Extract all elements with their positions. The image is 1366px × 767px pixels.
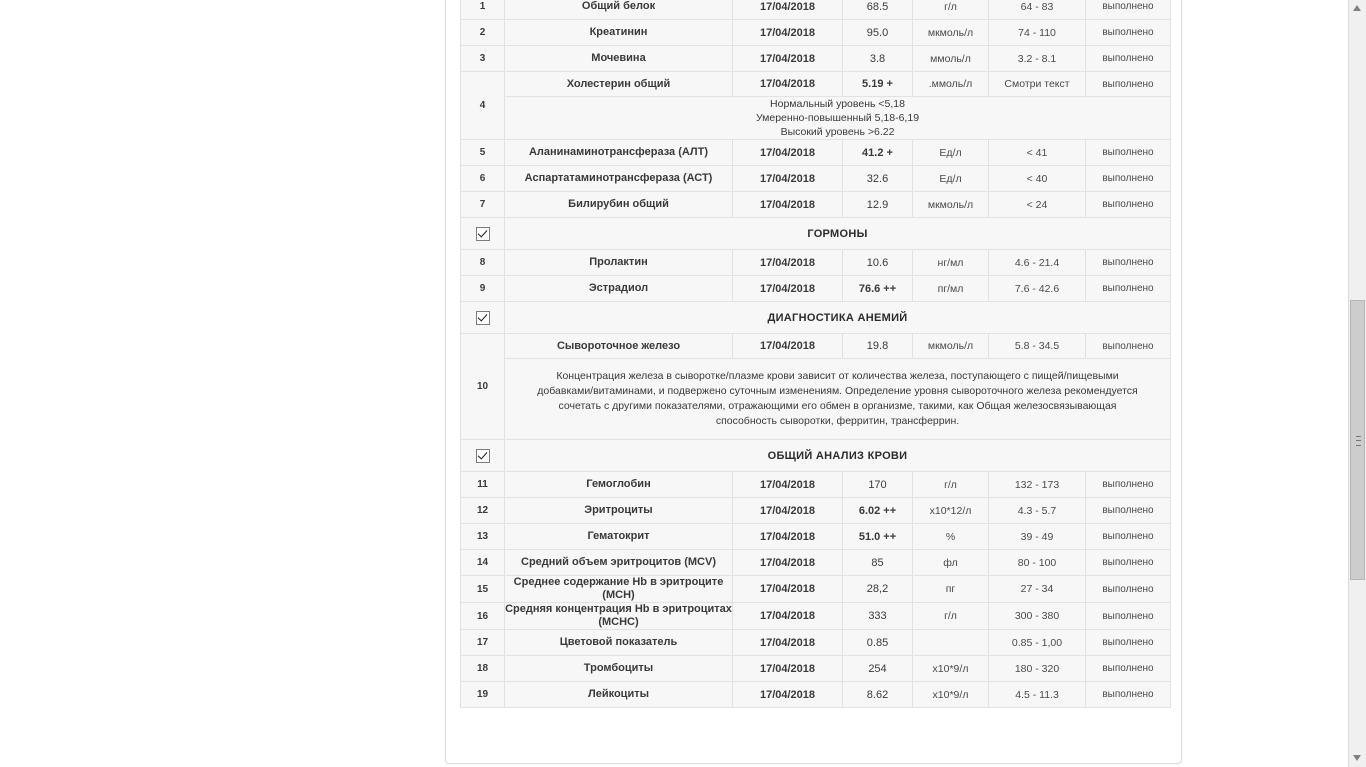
row-number: 18 [461,656,505,682]
table-row [461,0,1171,20]
status-badge: выполнено [1086,140,1171,166]
result-value: 68.5 [843,0,913,20]
result-unit: .ммоль/л [913,72,989,97]
reference-range: 5.8 - 34.5 [989,334,1086,359]
table-row [461,276,1171,302]
table-row [461,682,1171,708]
table-row [461,498,1171,524]
result-unit: мкмоль/л [913,334,989,359]
analyte-name: Креатинин [505,20,733,46]
reference-range: 4.6 - 21.4 [989,250,1086,276]
result-value: 6.02 ++ [843,498,913,524]
row-number: 14 [461,550,505,576]
row-number: 9 [461,276,505,302]
analyte-name: Гематокрит [505,524,733,550]
analyte-name: Лейкоциты [505,682,733,708]
table-row [461,20,1171,46]
result-value: 5.19 + [843,72,913,97]
result-value: 28,2 [843,576,913,603]
reference-range: 300 - 380 [989,603,1086,630]
result-unit: x10*12/л [913,498,989,524]
result-unit: мкмоль/л [913,192,989,218]
table-row [461,46,1171,72]
analyte-name: Среднее содержание Hb в эритроците (MCH) [505,576,733,603]
result-value: 254 [843,656,913,682]
note-text: Нормальный уровень <5,18 Умеренно-повышенный 5,18-6,19 Высокий уровень >6.22 [505,97,1171,140]
result-unit: Ед/л [913,166,989,192]
result-date: 17/04/2018 [733,166,843,192]
scrollbar-track-lower[interactable] [1349,580,1366,750]
reference-range: < 24 [989,192,1086,218]
result-value: 8.62 [843,682,913,708]
analyte-name: Пролактин [505,250,733,276]
analyte-name: Мочевина [505,46,733,72]
result-date: 17/04/2018 [733,472,843,498]
result-value: 95.0 [843,20,913,46]
result-value: 12.9 [843,192,913,218]
row-number-merged: 10 [461,334,505,440]
table-row [461,140,1171,166]
result-value: 32.6 [843,166,913,192]
result-value: 170 [843,472,913,498]
results-panel [445,0,1182,764]
row-number: 7 [461,192,505,218]
result-date: 17/04/2018 [733,656,843,682]
reference-range: 27 - 34 [989,576,1086,603]
analyte-name: Аланинаминотрансфераза (АЛТ) [505,140,733,166]
result-unit: x10*9/л [913,656,989,682]
status-badge: выполнено [1086,472,1171,498]
analyte-name: Цветовой показатель [505,630,733,656]
reference-range: Смотри текст [989,72,1086,97]
result-value: 19.8 [843,334,913,359]
status-badge: выполнено [1086,682,1171,708]
result-unit: нг/мл [913,250,989,276]
analyte-name: Холестерин общий [505,72,733,97]
row-number: 5 [461,140,505,166]
table-row [461,250,1171,276]
status-badge: выполнено [1086,276,1171,302]
analyte-name: Тромбоциты [505,656,733,682]
table-row [461,72,1171,97]
reference-range: 0.85 - 1,00 [989,630,1086,656]
reference-range: 4.5 - 11.3 [989,682,1086,708]
row-number: 17 [461,630,505,656]
reference-range: 80 - 100 [989,550,1086,576]
scrollbar-track-upper[interactable] [1349,17,1366,300]
reference-range: 74 - 110 [989,20,1086,46]
status-badge: выполнено [1086,656,1171,682]
analyte-name: Средний объем эритроцитов (MCV) [505,550,733,576]
result-unit: Ед/л [913,140,989,166]
result-unit: пг/мл [913,276,989,302]
reference-range: 132 - 173 [989,472,1086,498]
result-unit: пг [913,576,989,603]
status-badge: выполнено [1086,524,1171,550]
table-row [461,192,1171,218]
checkbox-checked-icon[interactable] [476,449,490,463]
analyte-name: Общий белок [505,0,733,20]
reference-range: < 40 [989,166,1086,192]
reference-range: 7.6 - 42.6 [989,276,1086,302]
section-title: ГОРМОНЫ [505,218,1171,250]
reference-range: 4.3 - 5.7 [989,498,1086,524]
status-badge: выполнено [1086,72,1171,97]
table-row [461,472,1171,498]
results-table-container [460,0,1170,708]
status-badge: выполнено [1086,20,1171,46]
result-date: 17/04/2018 [733,682,843,708]
result-date: 17/04/2018 [733,334,843,359]
triangle-up-icon [1353,5,1361,11]
table-row [461,334,1171,359]
status-badge: выполнено [1086,550,1171,576]
result-unit: г/л [913,0,989,20]
table-row [461,166,1171,192]
result-date: 17/04/2018 [733,20,843,46]
status-badge: выполнено [1086,0,1171,20]
note-row [461,97,1171,140]
reference-range: < 41 [989,140,1086,166]
lab-results-body [461,0,1171,708]
table-row [461,550,1171,576]
checkbox-checked-icon[interactable] [476,227,490,241]
result-date: 17/04/2018 [733,576,843,603]
result-value: 10.6 [843,250,913,276]
result-value: 51.0 ++ [843,524,913,550]
analyte-name: Эстрадиол [505,276,733,302]
vertical-scrollbar[interactable] [1348,0,1366,767]
result-value: 3.8 [843,46,913,72]
section-checkbox-cell[interactable] [461,440,505,472]
reference-range: 39 - 49 [989,524,1086,550]
section-header-row [461,440,1171,472]
analyte-name: Средняя концентрация Hb в эритроцитах (MCHC) [505,603,732,628]
row-number: 11 [461,472,505,498]
table-row [461,524,1171,550]
table-row [461,630,1171,656]
result-unit: г/л [913,472,989,498]
status-badge: выполнено [1086,46,1171,72]
checkbox-checked-icon[interactable] [476,311,490,325]
section-header-row [461,218,1171,250]
row-number-merged: 4 [461,72,505,140]
result-value: 333 [843,603,913,630]
result-unit: % [913,524,989,550]
scroll-up-button[interactable] [1349,0,1366,17]
scrollbar-thumb[interactable] [1350,300,1365,580]
status-badge: выполнено [1086,603,1171,630]
result-date: 17/04/2018 [733,192,843,218]
reference-range: 180 - 320 [989,656,1086,682]
result-unit: фл [913,550,989,576]
table-row [461,603,1171,630]
result-date: 17/04/2018 [733,498,843,524]
row-number: 8 [461,250,505,276]
section-title: ОБЩИЙ АНАЛИЗ КРОВИ [505,440,1171,472]
scrollbar-grip-icon [1356,436,1361,446]
result-unit: г/л [913,603,989,630]
analyte-name: Билирубин общий [505,192,733,218]
row-number: 13 [461,524,505,550]
table-row [461,576,1171,603]
note-text: Концентрация железа в сыворотке/плазме крови зависит от количества железа, поступающего с пищей/пищевыми добавками/витаминами, и подвержено суточным изменениям. Определение уровня сывороточного железа рекомендуется сочетать с другими показателями, отражающими его обмен в организме, такими, как Общая железосвязывающая способность сыворотки, ферритин, трансферрин. [505,359,1171,440]
section-checkbox-cell[interactable] [461,302,505,334]
result-value: 41.2 + [843,140,913,166]
status-badge: выполнено [1086,630,1171,656]
result-date: 17/04/2018 [733,250,843,276]
row-number: 1 [461,0,505,20]
status-badge: выполнено [1086,334,1171,359]
scroll-down-button[interactable] [1349,750,1366,767]
result-date: 17/04/2018 [733,524,843,550]
result-date: 17/04/2018 [733,140,843,166]
row-number: 3 [461,46,505,72]
analyte-name: Аспартатаминотрансфераза (АСТ) [505,166,733,192]
reference-range: 3.2 - 8.1 [989,46,1086,72]
result-value: 76.6 ++ [843,276,913,302]
result-unit: ммоль/л [913,46,989,72]
result-date: 17/04/2018 [733,550,843,576]
result-unit: x10*9/л [913,682,989,708]
result-unit: мкмоль/л [913,20,989,46]
analyte-name: Гемоглобин [505,472,733,498]
row-number: 12 [461,498,505,524]
status-badge: выполнено [1086,576,1171,603]
result-date: 17/04/2018 [733,276,843,302]
row-number: 15 [461,576,505,603]
section-title: ДИАГНОСТИКА АНЕМИЙ [505,302,1171,334]
section-checkbox-cell[interactable] [461,218,505,250]
result-unit [913,630,989,656]
result-date: 17/04/2018 [733,0,843,20]
analyte-name: Сывороточное железо [505,334,733,359]
section-header-row [461,302,1171,334]
status-badge: выполнено [1086,166,1171,192]
result-value: 85 [843,550,913,576]
table-row [461,656,1171,682]
reference-range: 64 - 83 [989,0,1086,20]
status-badge: выполнено [1086,250,1171,276]
result-date: 17/04/2018 [733,72,843,97]
row-number: 19 [461,682,505,708]
result-date: 17/04/2018 [733,603,843,630]
lab-results-table [460,0,1171,708]
result-value: 0.85 [843,630,913,656]
status-badge: выполнено [1086,498,1171,524]
status-badge: выполнено [1086,192,1171,218]
note-row [461,359,1171,440]
result-date: 17/04/2018 [733,46,843,72]
analyte-name: Эритроциты [505,498,733,524]
row-number: 6 [461,166,505,192]
row-number: 2 [461,20,505,46]
result-date: 17/04/2018 [733,630,843,656]
triangle-down-icon [1353,755,1361,761]
row-number: 16 [461,603,505,630]
